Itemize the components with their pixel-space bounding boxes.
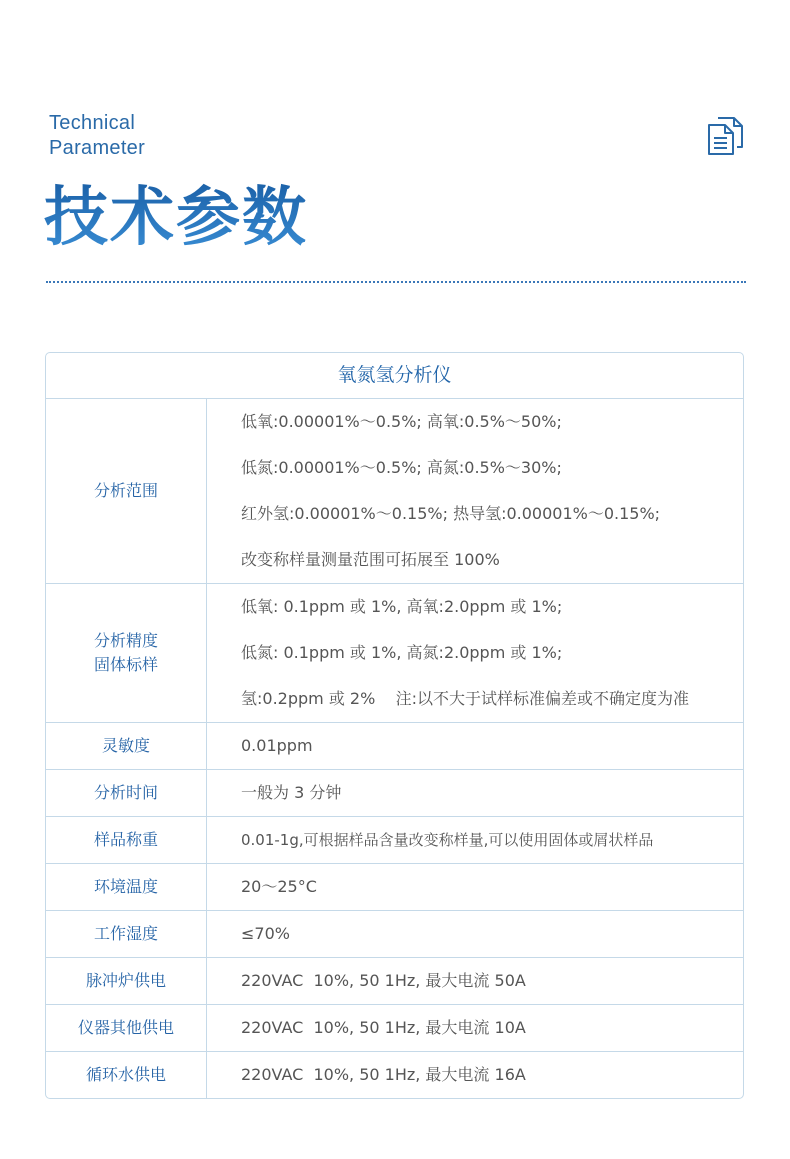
row-value: 20～25°C: [241, 877, 317, 896]
row-label: 分析精度 固体标样: [46, 584, 207, 722]
table-row: [46, 1005, 743, 1052]
row-label: 分析时间: [46, 770, 207, 816]
english-title-line-1: Technical: [49, 112, 136, 134]
row-label: 环境温度: [46, 864, 207, 910]
table-row: [46, 723, 743, 770]
row-value: 0.01-1g,可根据样品含量改变称样量,可以使用固体或屑状样品: [241, 831, 654, 849]
table-row: [46, 864, 743, 911]
row-label: 分析范围: [46, 399, 207, 583]
table-row: [46, 1052, 743, 1098]
table-row: [46, 399, 743, 584]
table-row: [46, 770, 743, 817]
english-title-line-2: Parameter: [49, 137, 146, 159]
dotted-divider: [46, 281, 746, 283]
row-value: 220VAC 10%, 50 1Hz, 最大电流 16A: [241, 1065, 526, 1084]
spec-table: [45, 352, 744, 1099]
table-row: [46, 584, 743, 723]
page-title: 技术参数: [44, 178, 308, 258]
table-row: [46, 911, 743, 958]
table-row: [46, 958, 743, 1005]
row-value: ≤70%: [241, 924, 290, 943]
row-value: 低氧: 0.1ppm 或 1%, 高氧:2.0ppm 或 1%; 低氮: 0.1ppm 或 1%, 高氮:2.0ppm 或 1%; 氢:0.2ppm 或 2% 注:以不大于试样标准偏差或不确定度为准: [241, 597, 690, 708]
row-value: 一般为 3 分钟: [241, 783, 342, 802]
row-label: 工作湿度: [46, 911, 207, 957]
row-value: 220VAC 10%, 50 1Hz, 最大电流 10A: [241, 1018, 526, 1037]
row-label: 循环水供电: [46, 1052, 207, 1098]
row-label: 灵敏度: [46, 723, 207, 769]
table-row: [46, 817, 743, 864]
row-label: 仪器其他供电: [46, 1005, 207, 1051]
row-value: 220VAC 10%, 50 1Hz, 最大电流 50A: [241, 971, 526, 990]
english-title: [49, 111, 145, 161]
table-title: 氧氮氢分析仪: [46, 353, 743, 399]
documents-icon: [704, 114, 748, 158]
row-label: 脉冲炉供电: [46, 958, 207, 1004]
row-value: 低氧:0.00001%～0.5%; 高氧:0.5%～50%; 低氮:0.00001%～0.5%; 高氮:0.5%～30%; 红外氢:0.00001%～0.15%; 热导氢:0.00001%～0.15%; 改变称样量测量范围可拓展至 100%: [241, 412, 661, 569]
row-value: 0.01ppm: [241, 736, 313, 755]
row-label: 样品称重: [46, 817, 207, 863]
